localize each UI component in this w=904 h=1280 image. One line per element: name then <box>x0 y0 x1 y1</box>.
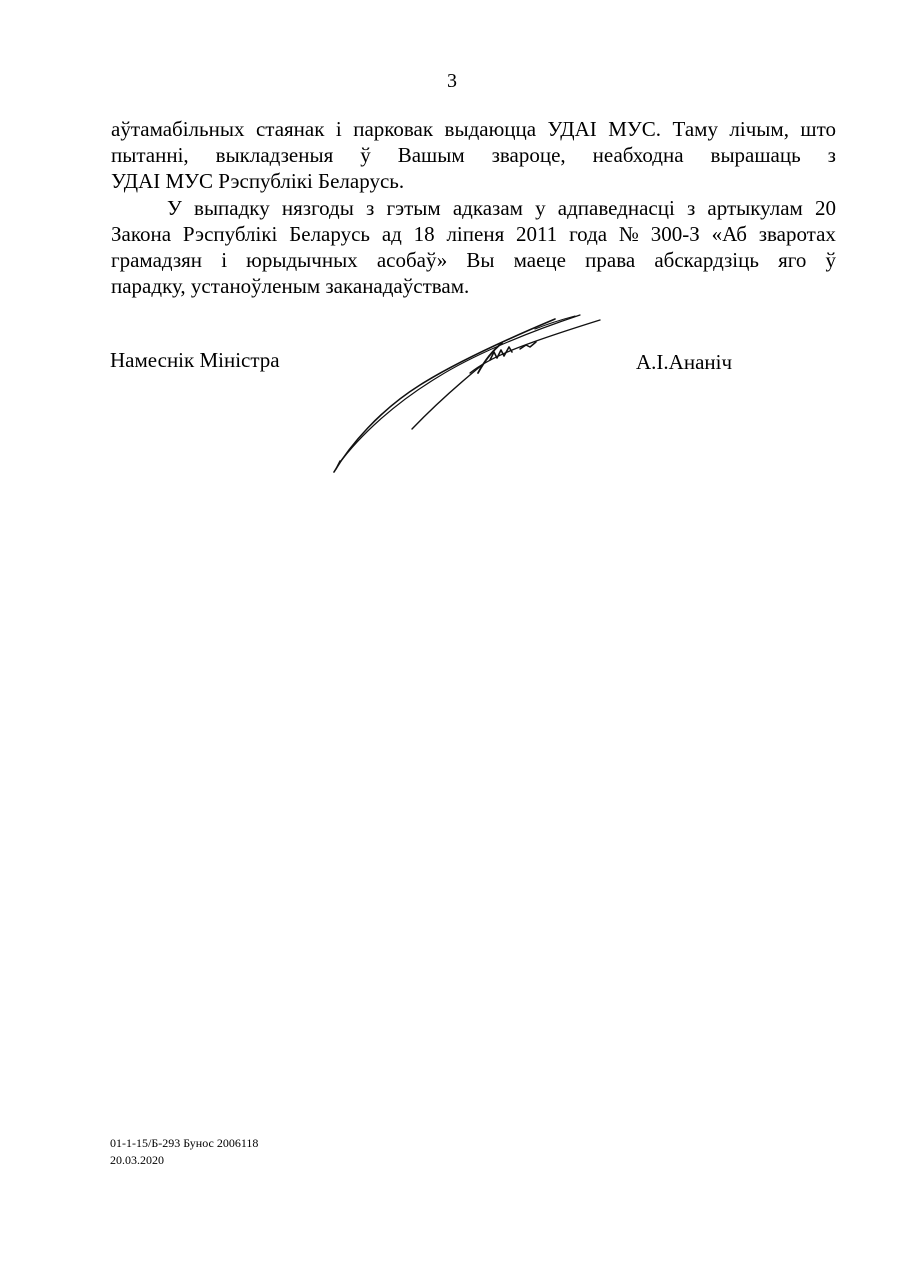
word: 20 <box>814 196 836 220</box>
word: звароце, <box>491 143 566 167</box>
word: нязгоды <box>281 196 354 220</box>
word: № <box>618 222 639 246</box>
word: што <box>800 117 836 141</box>
word: Таму <box>672 117 718 141</box>
word: 18 <box>413 222 435 246</box>
paragraph2-line-3 <box>111 247 836 273</box>
word: ліпеня <box>446 222 505 246</box>
word: У <box>167 196 182 220</box>
word: выдаюцца <box>444 117 537 141</box>
word: адпаведнасці <box>557 196 675 220</box>
word: Рэспублікі <box>182 222 278 246</box>
word: выпадку <box>194 196 270 220</box>
word: юрыдычных <box>246 248 358 272</box>
page-number: 3 <box>447 70 457 92</box>
word: артыкулам <box>707 196 803 220</box>
word: у <box>535 196 546 220</box>
word: аўтамабільных <box>111 117 245 141</box>
word: Закона <box>111 222 172 246</box>
word: неабходна <box>592 143 684 167</box>
paragraph1-line-3: УДАІ МУС Рэспублікі Беларусь. <box>111 169 405 193</box>
paragraph2-line-1 <box>167 195 836 221</box>
word: МУС. <box>608 117 662 141</box>
word: з <box>827 143 836 167</box>
signatory-name: А.І.Ананіч <box>636 350 733 374</box>
word: гэтым <box>386 196 441 220</box>
word: абскардзіць <box>654 248 759 272</box>
word: выкладзеныя <box>215 143 334 167</box>
word: Беларусь <box>289 222 370 246</box>
word: Вы <box>466 248 495 272</box>
word: яго <box>778 248 807 272</box>
word: УДАІ <box>547 117 597 141</box>
word: ў <box>825 248 836 272</box>
word: «Аб <box>711 222 747 246</box>
word: ў <box>360 143 371 167</box>
word: стаянак <box>255 117 325 141</box>
handwritten-signature <box>320 305 620 485</box>
paragraph2-line-4: парадку, устаноўленым заканадаўствам. <box>111 274 470 298</box>
word: асобаў» <box>376 248 448 272</box>
word: маеце <box>513 248 566 272</box>
word: лічым, <box>729 117 789 141</box>
word: зваротах <box>758 222 836 246</box>
word: і <box>335 117 342 141</box>
word: вырашаць <box>710 143 801 167</box>
word: 300-З <box>650 222 700 246</box>
word: з <box>366 196 375 220</box>
word: з <box>686 196 696 220</box>
footer-date: 20.03.2020 <box>110 1153 164 1167</box>
word: парковак <box>353 117 434 141</box>
word: ад <box>381 222 402 246</box>
word: пытанні, <box>111 143 189 167</box>
paragraph1-line-1 <box>111 116 836 142</box>
word: і <box>221 248 228 272</box>
word: Вашым <box>397 143 465 167</box>
word: грамадзян <box>111 248 203 272</box>
paragraph1-line-2 <box>111 142 836 168</box>
word: права <box>585 248 636 272</box>
signatory-title: Намеснік Міністра <box>110 348 280 372</box>
word: 2011 <box>516 222 558 246</box>
word: адказам <box>452 196 523 220</box>
paragraph2-line-2 <box>111 221 836 247</box>
word: года <box>569 222 608 246</box>
footer-reference: 01-1-15/Б-293 Бунос 2006118 <box>110 1136 259 1150</box>
